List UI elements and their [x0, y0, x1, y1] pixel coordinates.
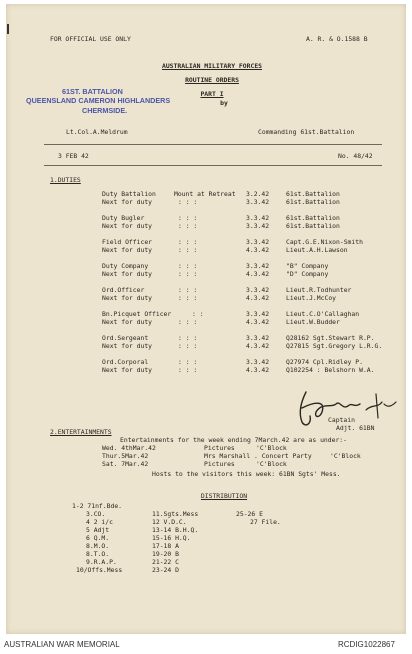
form-reference: A. R. & O.1588 B	[306, 35, 368, 43]
duty-date: 3.3.42	[246, 334, 270, 342]
commanding-label: Commanding 61st.Battalion	[258, 128, 355, 136]
duty-role: Ord.Sergeant	[102, 334, 149, 342]
duty-assignee: "D" Company	[286, 270, 329, 278]
org-title: AUSTRALIAN MILITARY FORCES	[161, 62, 263, 70]
document-title: ROUTINE ORDERS	[185, 76, 239, 84]
duty-assignee: Lieut.C.O'Callaghan	[286, 310, 360, 318]
duty-assignee: 61st.Battalion	[286, 222, 340, 230]
archive-id: RCDIG1022867	[338, 640, 395, 649]
duty-role: Next for duty	[102, 342, 153, 350]
duty-extra: : : :	[178, 334, 198, 342]
entertainment-event: Mrs Marshall . Concert Party	[204, 452, 312, 460]
duty-date: 4.3.42	[246, 246, 270, 254]
distribution-entry: 27 File.	[250, 518, 281, 526]
duty-extra: : : :	[178, 270, 198, 278]
entertainment-event: Pictures	[204, 460, 235, 468]
duty-assignee: Lieut.A.H.Lawson	[286, 246, 348, 254]
duty-date: 3.3.42	[246, 310, 270, 318]
duty-assignee: Q28162 Sgt.Stewart R.P.	[286, 334, 375, 342]
entertainment-venue: 'C'Block	[256, 444, 287, 452]
duty-date: 3.3.42	[246, 222, 270, 230]
entertainment-hosts: Hosts to the visitors this week: 61BN Sgts' Mess.	[152, 470, 341, 478]
duty-extra: : : :	[178, 214, 198, 222]
duty-extra: : : :	[178, 246, 198, 254]
duty-assignee: "B" Company	[286, 262, 329, 270]
duty-date: 4.3.42	[246, 366, 270, 374]
duty-extra: : : :	[178, 318, 198, 326]
order-number: No. 48/42	[338, 152, 373, 160]
archive-name: AUSTRALIAN WAR MEMORIAL	[4, 640, 120, 649]
distribution-entry: 19-20 B	[152, 550, 179, 558]
archive-footer	[0, 634, 412, 654]
by-label: by	[220, 99, 228, 107]
entertainment-day: Sat. 7Mar.42	[102, 460, 149, 468]
staple-mark	[7, 24, 9, 34]
duty-extra: : : :	[178, 342, 198, 350]
duty-assignee: Lieut.R.Todhunter	[286, 286, 352, 294]
duty-date: 3.2.42	[246, 190, 270, 198]
duty-role: Ord.Officer	[102, 286, 145, 294]
duty-role: Next for duty	[102, 294, 153, 302]
duty-extra: : : :	[178, 294, 198, 302]
duty-role: Next for duty	[102, 246, 153, 254]
duty-assignee: 61st.Battalion	[286, 198, 340, 206]
distribution-entry: 25-26 E	[236, 510, 263, 518]
duty-extra: : : :	[178, 222, 198, 230]
distribution-entry: 17-18 A	[152, 542, 179, 550]
divider-bottom	[44, 165, 382, 166]
distribution-entry: 1-2 71nf.Bde.	[72, 502, 123, 510]
duty-date: 3.3.42	[246, 358, 270, 366]
duty-role: Bn.Picquet Officer	[102, 310, 172, 318]
duty-extra: : :	[192, 310, 204, 318]
duty-date: 4.3.42	[246, 270, 270, 278]
duty-assignee: Lieut.J.McCoy	[286, 294, 337, 302]
duty-role: Next for duty	[102, 318, 153, 326]
distribution-entry: 13-14 B.H.Q.	[152, 526, 199, 534]
duty-assignee: Q102254 : Belshorn W.A.	[286, 366, 375, 374]
duty-date: 4.3.42	[246, 294, 270, 302]
entertainments-intro: Entertainments for the week ending 7March.42 are as under:-	[120, 436, 348, 444]
distribution-entry: 10/Offs.Mess	[76, 566, 123, 574]
duty-role: Next for duty	[102, 270, 153, 278]
entertainment-day: Wed. 4thMar.42	[102, 444, 156, 452]
duty-date: 4.3.42	[246, 342, 270, 350]
distribution-entry: 12 V.D.C.	[152, 518, 187, 526]
duty-assignee: 61st.Battalion	[286, 190, 340, 198]
signatory-appointment: Adjt. 61BN	[336, 424, 375, 432]
distribution-entry: 21-22 C	[152, 558, 179, 566]
duty-date: 4.3.42	[246, 318, 270, 326]
distribution-entry: 8.T.O.	[86, 550, 110, 558]
duty-role: Next for duty	[102, 366, 153, 374]
duty-date: 3.3.42	[246, 198, 270, 206]
duty-role: Next for duty	[102, 198, 153, 206]
duty-extra: : : :	[178, 198, 198, 206]
entertainment-venue: 'C'Block	[330, 452, 361, 460]
distribution-entry: 3.CO.	[86, 510, 106, 518]
duty-role: Duty Company	[102, 262, 149, 270]
distribution-entry: 15-16 H.Q.	[152, 534, 191, 542]
distribution-entry: 23-24 D	[152, 566, 179, 574]
duty-date: 3.3.42	[246, 286, 270, 294]
duty-assignee: Capt.G.E.Nixon-Smith	[286, 238, 363, 246]
distribution-entry: 8.M.O.	[86, 542, 110, 550]
distribution-entry: 4 2 i/c	[86, 518, 113, 526]
entertainments-heading: 2.ENTERTAINMENTS	[50, 428, 112, 436]
entertainment-venue: 'C'Block	[256, 460, 287, 468]
duty-extra: : : :	[178, 366, 198, 374]
duty-role: Field Officer	[102, 238, 153, 246]
duties-heading: 1.DUTIES	[50, 176, 81, 184]
order-date: 3 FEB 42	[58, 152, 89, 160]
duty-role: Duty Bugler	[102, 214, 145, 222]
battalion-stamp-line1: 61ST. BATTALION	[62, 87, 123, 96]
duty-role: Ord.Corporal	[102, 358, 149, 366]
officer-name: Lt.Col.A.Meldrum	[66, 128, 128, 136]
duty-extra: : : :	[178, 358, 198, 366]
duty-date: 3.3.42	[246, 238, 270, 246]
duty-role: Duty Battalion	[102, 190, 156, 198]
official-use-label: FOR OFFICIAL USE ONLY	[50, 35, 131, 43]
duty-date: 3.3.42	[246, 214, 270, 222]
document-page	[6, 4, 406, 634]
divider-top	[44, 144, 382, 145]
duty-extra: : : :	[178, 286, 198, 294]
battalion-stamp-line3: CHERMSIDE.	[82, 106, 128, 115]
signatory-rank: Captain	[328, 416, 355, 424]
distribution-entry: 9.R.A.P.	[86, 558, 117, 566]
entertainment-event: Pictures	[204, 444, 235, 452]
battalion-stamp-line2: QUEENSLAND CAMERON HIGHLANDERS	[26, 96, 171, 105]
duty-assignee: Lieut.W.Budder	[286, 318, 340, 326]
distribution-heading: DISTRIBUTION	[200, 492, 248, 500]
duty-extra: : : :	[178, 238, 198, 246]
duty-extra: Mount at Retreat	[174, 190, 236, 198]
duty-date: 3.3.42	[246, 262, 270, 270]
distribution-entry: 11.Sgts.Mess	[152, 510, 199, 518]
part-label: PART I	[200, 90, 224, 98]
duty-role: Next for duty	[102, 222, 153, 230]
duty-assignee: 61st.Battalion	[286, 214, 340, 222]
distribution-entry: 6 Q.M.	[86, 534, 110, 542]
distribution-entry: 5 Adjt	[86, 526, 110, 534]
entertainment-day: Thur.5Mar.42	[102, 452, 149, 460]
duty-assignee: Q27815 Sgt.Gregory L.R.G.	[286, 342, 383, 350]
duty-extra: : : :	[178, 262, 198, 270]
duty-assignee: Q27974 Cpl.Ridley P.	[286, 358, 363, 366]
